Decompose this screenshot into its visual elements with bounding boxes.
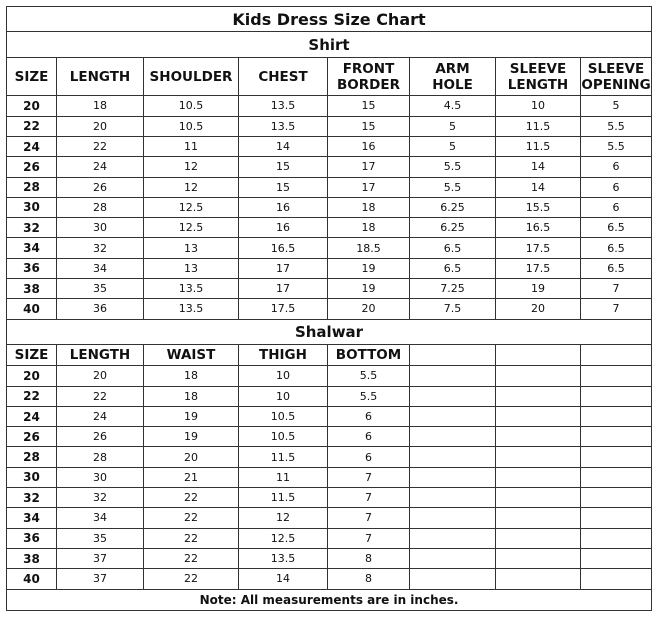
shalwar-value-cell [410,569,496,589]
shalwar-value-cell: 7 [328,488,410,508]
shalwar-size-cell: 28 [7,447,57,467]
shirt-value-cell: 28 [57,197,144,217]
shirt-value-cell: 18 [57,96,144,116]
shirt-value-cell: 7 [581,299,652,319]
shirt-value-cell: 6 [581,197,652,217]
shalwar-value-cell: 34 [57,508,144,528]
shirt-size-cell: 32 [7,218,57,238]
shirt-value-cell: 10.5 [144,116,239,136]
shalwar-value-cell: 30 [57,467,144,487]
shalwar-value-cell [410,447,496,467]
shirt-value-cell: 15 [328,116,410,136]
shirt-value-cell: 20 [57,116,144,136]
shalwar-value-cell: 7 [328,508,410,528]
header-text: LENGTH [69,68,131,85]
shalwar-table-row [7,528,652,548]
shirt-value-cell: 32 [57,238,144,258]
shalwar-value-cell: 35 [57,528,144,548]
shalwar-value-cell: 18 [144,386,239,406]
shirt-value-cell: 6.5 [581,218,652,238]
shalwar-value-cell [496,508,581,528]
shirt-value-cell: 4.5 [410,96,496,116]
shirt-value-cell: 13.5 [144,278,239,298]
shalwar-value-cell [410,467,496,487]
shalwar-header-cell: SIZE [7,344,57,365]
shalwar-value-cell: 28 [57,447,144,467]
shalwar-table-row [7,569,652,589]
shalwar-table-row [7,447,652,467]
shalwar-header-cell [496,344,581,365]
shalwar-value-cell: 5.5 [328,366,410,386]
shirt-table-row [7,278,652,298]
shirt-table-row [7,218,652,238]
shalwar-table-row [7,366,652,386]
shirt-value-cell: 10.5 [144,96,239,116]
shirt-value-cell: 17 [328,177,410,197]
shirt-value-cell: 24 [57,157,144,177]
shirt-value-cell: 12.5 [144,218,239,238]
shalwar-value-cell [496,569,581,589]
shalwar-value-cell [496,528,581,548]
shirt-size-cell: 34 [7,238,57,258]
shalwar-value-cell [410,386,496,406]
shirt-header-cell [7,57,57,96]
shalwar-header-row [7,344,652,365]
shirt-value-cell: 19 [328,278,410,298]
shirt-value-cell: 16 [239,197,328,217]
header-text: OPENING [581,76,651,93]
shalwar-value-cell [410,488,496,508]
shirt-value-cell: 18.5 [328,238,410,258]
header-text: SLEEVE [509,60,567,77]
shirt-size-cell: 36 [7,258,57,278]
shirt-value-cell: 15 [239,157,328,177]
shalwar-section-row [7,319,652,344]
shirt-value-cell: 11.5 [496,136,581,156]
shirt-header-cell [144,57,239,96]
shirt-table-row [7,96,652,116]
shirt-value-cell: 34 [57,258,144,278]
shalwar-value-cell [581,528,652,548]
shirt-value-cell: 7.25 [410,278,496,298]
shalwar-size-cell: 24 [7,406,57,426]
shalwar-value-cell: 7 [328,528,410,548]
shirt-value-cell: 5.5 [581,116,652,136]
shalwar-table-row [7,406,652,426]
shalwar-table-row [7,427,652,447]
shalwar-value-cell: 20 [57,366,144,386]
shalwar-value-cell [496,406,581,426]
shirt-size-cell: 20 [7,96,57,116]
shalwar-value-cell: 37 [57,569,144,589]
shalwar-size-cell: 40 [7,569,57,589]
shirt-value-cell: 5 [410,136,496,156]
shalwar-value-cell: 11.5 [239,488,328,508]
shalwar-value-cell: 7 [328,467,410,487]
shirt-value-cell: 5.5 [410,157,496,177]
shirt-value-cell: 7 [581,278,652,298]
shirt-table-row [7,197,652,217]
measurement-note: Note: All measurements are in inches. [7,589,652,610]
shalwar-value-cell: 24 [57,406,144,426]
shalwar-header-cell [581,344,652,365]
shirt-table-row [7,299,652,319]
shirt-value-cell: 5.5 [410,177,496,197]
shalwar-table-row [7,386,652,406]
shirt-header-cell [239,57,328,96]
shirt-header-cell [581,57,652,96]
shalwar-value-cell [581,488,652,508]
shirt-value-cell: 6.5 [410,238,496,258]
shalwar-value-cell [581,366,652,386]
shalwar-value-cell [410,548,496,568]
shirt-value-cell: 17.5 [496,258,581,278]
shalwar-value-cell: 26 [57,427,144,447]
shalwar-value-cell: 10.5 [239,427,328,447]
shalwar-value-cell: 12 [239,508,328,528]
shalwar-size-cell: 22 [7,386,57,406]
shirt-value-cell: 5 [581,96,652,116]
shirt-size-cell: 28 [7,177,57,197]
shirt-value-cell: 6.25 [410,197,496,217]
shalwar-value-cell: 13.5 [239,548,328,568]
shirt-value-cell: 6.5 [410,258,496,278]
shalwar-value-cell: 6 [328,447,410,467]
shalwar-section-title: Shalwar [7,319,652,344]
shalwar-value-cell [496,467,581,487]
note-row [7,589,652,610]
shalwar-size-cell: 32 [7,488,57,508]
size-chart-table [6,6,652,611]
shirt-value-cell: 17 [239,258,328,278]
shirt-header-cell [57,57,144,96]
shirt-value-cell: 17 [328,157,410,177]
shalwar-value-cell: 20 [144,447,239,467]
shirt-value-cell: 13.5 [144,299,239,319]
shirt-value-cell: 17.5 [496,238,581,258]
header-text: CHEST [258,68,308,85]
shalwar-header-cell: THIGH [239,344,328,365]
shirt-table-row [7,177,652,197]
shalwar-value-cell: 6 [328,406,410,426]
shalwar-value-cell: 22 [57,386,144,406]
shirt-value-cell: 13 [144,238,239,258]
shalwar-value-cell: 22 [144,488,239,508]
shirt-value-cell: 20 [328,299,410,319]
shirt-table-row [7,116,652,136]
shalwar-value-cell [410,406,496,426]
shalwar-value-cell: 19 [144,406,239,426]
shirt-value-cell: 30 [57,218,144,238]
shalwar-value-cell [410,528,496,548]
shirt-value-cell: 7.5 [410,299,496,319]
shalwar-size-cell: 30 [7,467,57,487]
shirt-value-cell: 13.5 [239,116,328,136]
header-text: FRONT [342,60,395,77]
shalwar-value-cell: 19 [144,427,239,447]
shirt-value-cell: 19 [328,258,410,278]
header-text: HOLE [432,76,473,93]
shirt-value-cell: 12.5 [144,197,239,217]
shirt-header-row [7,57,652,96]
shalwar-value-cell [581,406,652,426]
shalwar-header-cell [410,344,496,365]
shalwar-value-cell: 5.5 [328,386,410,406]
shirt-value-cell: 22 [57,136,144,156]
shirt-value-cell: 12 [144,177,239,197]
shalwar-value-cell [410,366,496,386]
shirt-table-row [7,258,652,278]
shalwar-value-cell: 10.5 [239,406,328,426]
header-text: SIZE [14,68,49,85]
shirt-value-cell: 10 [496,96,581,116]
shirt-value-cell: 16 [328,136,410,156]
shalwar-value-cell: 10 [239,366,328,386]
shalwar-size-cell: 20 [7,366,57,386]
shirt-value-cell: 15 [239,177,328,197]
shirt-section-title: Shirt [7,32,652,57]
shirt-size-cell: 26 [7,157,57,177]
shirt-value-cell: 12 [144,157,239,177]
shirt-size-cell: 40 [7,299,57,319]
chart-title-row [7,7,652,32]
header-text: SHOULDER [149,68,233,85]
shirt-section-row [7,32,652,57]
shalwar-value-cell: 37 [57,548,144,568]
shalwar-header-cell: BOTTOM [328,344,410,365]
shirt-value-cell: 13 [144,258,239,278]
shalwar-value-cell: 10 [239,386,328,406]
shirt-value-cell: 17 [239,278,328,298]
shirt-value-cell: 5.5 [581,136,652,156]
shalwar-value-cell: 11.5 [239,447,328,467]
shirt-size-cell: 30 [7,197,57,217]
shalwar-value-cell [496,427,581,447]
shalwar-value-cell: 8 [328,569,410,589]
shirt-value-cell: 13.5 [239,96,328,116]
shalwar-value-cell [581,427,652,447]
shirt-value-cell: 18 [328,197,410,217]
shalwar-value-cell [581,447,652,467]
shalwar-value-cell [410,427,496,447]
shalwar-value-cell [496,548,581,568]
shirt-size-cell: 38 [7,278,57,298]
shirt-header-cell [496,57,581,96]
shirt-value-cell: 6 [581,157,652,177]
shirt-value-cell: 15 [328,96,410,116]
shalwar-value-cell [581,508,652,528]
shalwar-table-row [7,508,652,528]
shalwar-size-cell: 34 [7,508,57,528]
shalwar-value-cell [581,467,652,487]
shirt-value-cell: 14 [496,157,581,177]
shalwar-value-cell: 6 [328,427,410,447]
shalwar-header-cell: WAIST [144,344,239,365]
shalwar-size-cell: 26 [7,427,57,447]
shirt-value-cell: 35 [57,278,144,298]
shalwar-table-row [7,467,652,487]
shalwar-header-cell: LENGTH [57,344,144,365]
shalwar-table-row [7,548,652,568]
shalwar-value-cell: 18 [144,366,239,386]
shirt-value-cell: 16.5 [496,218,581,238]
shalwar-value-cell: 22 [144,528,239,548]
shalwar-value-cell: 11 [239,467,328,487]
shirt-value-cell: 11 [144,136,239,156]
shalwar-value-cell [581,569,652,589]
shirt-value-cell: 16 [239,218,328,238]
shalwar-value-cell: 22 [144,569,239,589]
shirt-value-cell: 19 [496,278,581,298]
shalwar-value-cell: 14 [239,569,328,589]
shalwar-value-cell: 22 [144,508,239,528]
header-text: ARM [435,60,470,77]
shalwar-table-row [7,488,652,508]
shirt-value-cell: 5 [410,116,496,136]
shirt-value-cell: 6.5 [581,238,652,258]
shirt-value-cell: 17.5 [239,299,328,319]
shalwar-value-cell [496,386,581,406]
shirt-value-cell: 18 [328,218,410,238]
shirt-header-cell [410,57,496,96]
shirt-size-cell: 24 [7,136,57,156]
shirt-value-cell: 20 [496,299,581,319]
shalwar-value-cell: 12.5 [239,528,328,548]
size-chart-body [7,7,652,611]
shirt-size-cell: 22 [7,116,57,136]
shalwar-value-cell [496,366,581,386]
shirt-table-row [7,238,652,258]
header-text: LENGTH [507,76,569,93]
shirt-value-cell: 14 [239,136,328,156]
shalwar-value-cell: 8 [328,548,410,568]
shirt-value-cell: 6.5 [581,258,652,278]
header-text: SLEEVE [587,60,645,77]
chart-title: Kids Dress Size Chart [7,7,652,32]
shalwar-value-cell [581,386,652,406]
shalwar-size-cell: 36 [7,528,57,548]
shalwar-value-cell: 22 [144,548,239,568]
header-text: BORDER [337,76,400,93]
shirt-value-cell: 14 [496,177,581,197]
shalwar-value-cell: 21 [144,467,239,487]
shirt-value-cell: 16.5 [239,238,328,258]
shalwar-value-cell [496,488,581,508]
shirt-value-cell: 11.5 [496,116,581,136]
shalwar-size-cell: 38 [7,548,57,568]
shalwar-value-cell [496,447,581,467]
shirt-value-cell: 6.25 [410,218,496,238]
shalwar-value-cell [581,548,652,568]
shirt-table-row [7,157,652,177]
shirt-value-cell: 26 [57,177,144,197]
shalwar-value-cell: 32 [57,488,144,508]
shirt-value-cell: 6 [581,177,652,197]
shirt-header-cell [328,57,410,96]
shirt-value-cell: 15.5 [496,197,581,217]
shirt-table-row [7,136,652,156]
shirt-value-cell: 36 [57,299,144,319]
shalwar-value-cell [410,508,496,528]
